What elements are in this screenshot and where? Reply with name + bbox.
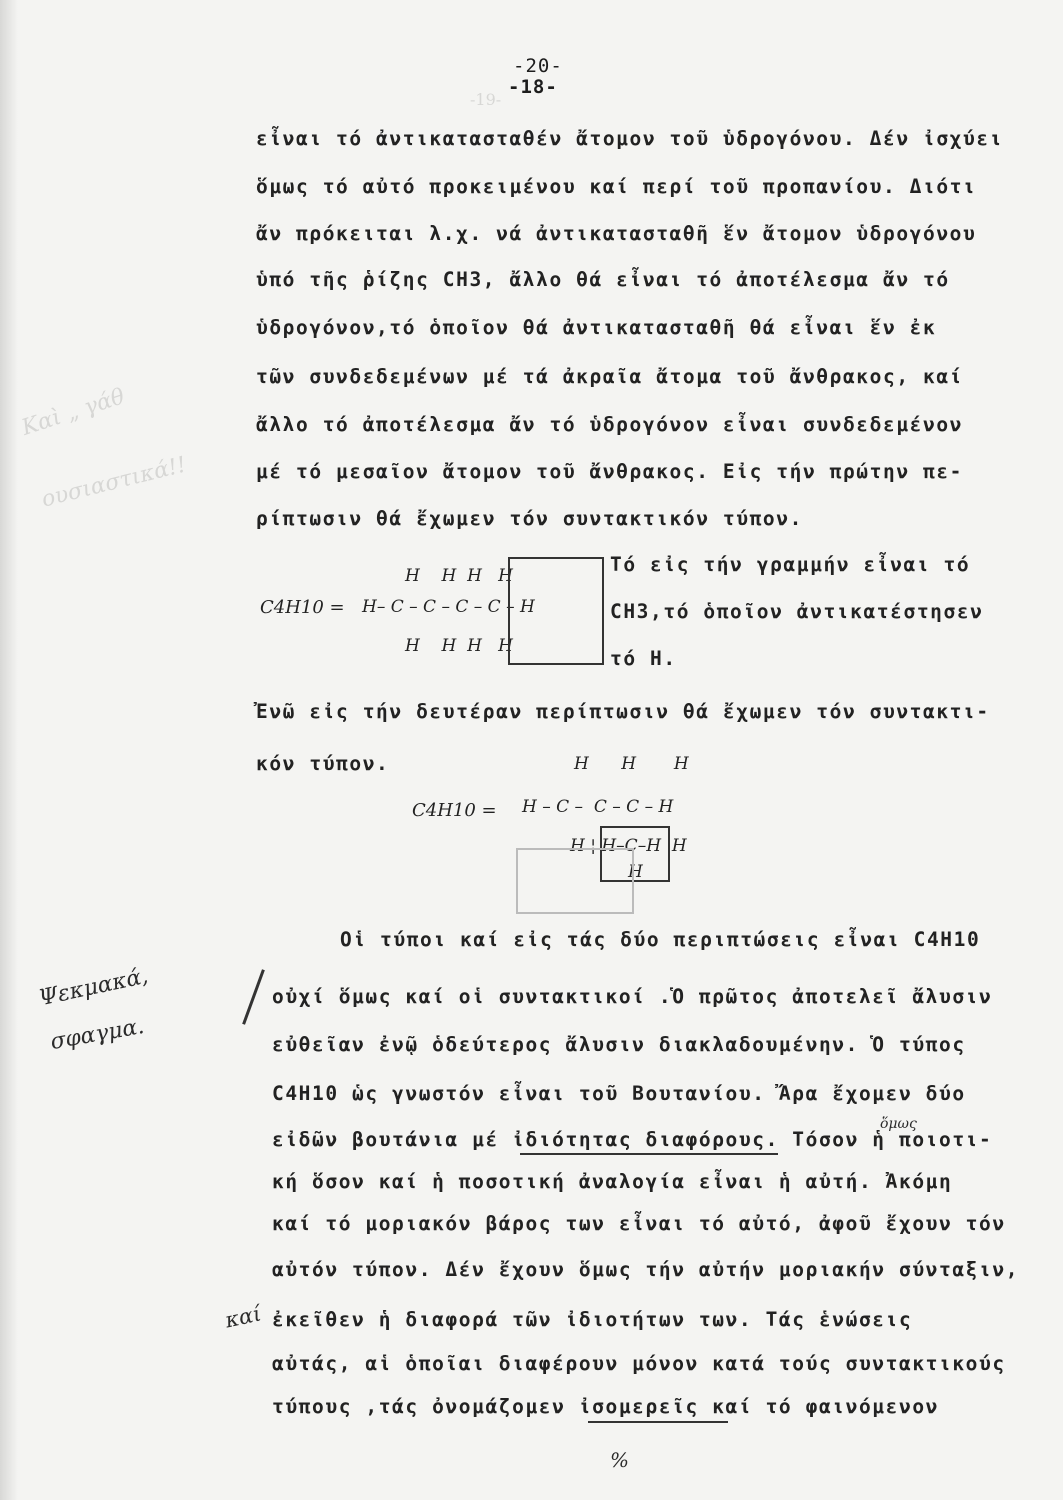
body-line: ὅμως τό αὐτό προκειμένου καί περί τοῦ προπανίου. Διότι (256, 175, 977, 198)
margin-handwriting: σφαγμα. (48, 1013, 147, 1056)
body-line: εἶναι τό ἀντικατασταθέν ἄτομον τοῦ ὑδρογόνου. Δέν ἰσχύει (256, 127, 1004, 150)
page-number: -18- (508, 76, 558, 98)
margin-handwriting: καί (222, 1301, 264, 1333)
body-line: κή ὅσον καί ἡ ποσοτική ἀναλογία εἶναι ἡ αὐτή. Ἀκόμη (272, 1170, 953, 1193)
bleed-through-text: ουσιαστικά!! (39, 452, 189, 513)
body-line: τύπους ,τάς ὀνομάζομεν ἰσομερεῖς καί τό φαινόμενον (272, 1395, 939, 1418)
body-line: Οἱ τύποι καί εἰς τάς δύο περιπτώσεις εἶναι C4H10 (340, 928, 981, 951)
formula-atom: H – C – C – C – H (522, 797, 674, 817)
inline-insertion: ὅμως (880, 1116, 917, 1132)
bleed-through-text: Καὶ „ γάθ (18, 384, 128, 441)
formula-atom: H H H H (405, 566, 513, 586)
side-note-line: CH3,τό ὁποῖον ἀντικατέστησεν (610, 600, 984, 623)
formula-atom: H H H H (405, 636, 513, 656)
insertion-stroke (242, 969, 265, 1025)
body-line: κόν τύπον. (256, 752, 390, 775)
body-line: Ἐνῶ εἰς τήν δευτέραν περίπτωσιν θά ἔχωμεν τόν συντακτι- (256, 700, 990, 723)
old-page-number: -20- (513, 55, 563, 77)
formula-atom: H H H (574, 754, 689, 774)
body-line: ἄλλο τό ἀποτέλεσμα ἄν τό ὑδρογόνον εἶναι συνδεδεμένον (256, 413, 964, 436)
margin-handwriting: Ψεκμακά, (36, 963, 151, 1012)
erased-box (516, 848, 634, 914)
body-line: ὑπό τῆς ῥίζης CH3, ἄλλο θά εἶναι τό ἀποτέλεσμα ἄν τό (256, 268, 950, 291)
formula-label: C4H10 = (260, 597, 345, 618)
body-line: καί τό μοριακόν βάρος των εἶναι τό αὐτό, ἀφοῦ ἔχουν τόν (272, 1212, 1006, 1235)
body-line: τῶν συνδεδεμένων μέ τά ἀκραῖα ἄτομα τοῦ ἄνθρακος, καί (256, 365, 964, 388)
body-line: ἄν πρόκειται λ.χ. νά ἀντικατασταθῆ ἕν ἄτομον ὑδρογόνου (256, 222, 977, 245)
underline-isomereis (588, 1421, 728, 1423)
page-edge-shadow (0, 0, 18, 1500)
body-line: εἰδῶν βουτάνια μέ ἰδιότητας διαφόρους. Τόσον ἡ ποιοτι- (272, 1128, 993, 1151)
body-line: ρίπτωσιν θά ἔχωμεν τόν συντακτικόν τύπον. (256, 507, 803, 530)
body-line: εὐθεῖαν ἐνῷ ὁδεύτερος ἄλυσιν διακλαδουμένην. Ὁ τύπος (272, 1033, 966, 1056)
body-line: μέ τό μεσαῖον ἄτομον τοῦ ἄνθρακος. Εἰς τήν πρώτην πε- (256, 460, 964, 483)
body-line: ἐκεῖθεν ἡ διαφορά τῶν ἰδιοτήτων των. Τάς ἑνώσεις (272, 1308, 913, 1331)
body-line: ὑδρογόνον,τό ὁποῖον θά ἀντικατασταθῆ θά εἶναι ἕν ἐκ (256, 316, 937, 339)
body-line: οὐχί ὅμως καί οἱ συντακτικοί .Ὁ πρῶτος ἀποτελεῖ ἄλυσιν (272, 985, 993, 1008)
side-note-line: τό H. (610, 647, 677, 670)
body-line: C4H10 ὡς γνωστόν εἶναι τοῦ Βουτανίου. Ἄρα ἔχομεν δύο (272, 1082, 966, 1105)
formula-atom: H (628, 862, 643, 882)
underline-diaforous (520, 1153, 778, 1155)
body-line: αὐτόν τύπον. Δέν ἔχουν ὅμως τήν αὐτήν μοριακήν σύνταξιν, (272, 1258, 1020, 1281)
formula-atom: H– C – C – C – C – H (362, 597, 535, 617)
side-note-line: Τό εἰς τήν γραμμήν εἶναι τό (610, 553, 971, 576)
bottom-mark: % (610, 1448, 630, 1472)
body-line: αὐτάς, αἱ ὁποῖαι διαφέρουν μόνον κατά τούς συντακτικούς (272, 1352, 1006, 1375)
formula-atom: H ¦ H–C–H H (570, 836, 687, 856)
highlight-box (508, 557, 604, 665)
formula-label: C4H10 = (412, 800, 497, 821)
bleed-through-text: -19- (470, 90, 502, 109)
